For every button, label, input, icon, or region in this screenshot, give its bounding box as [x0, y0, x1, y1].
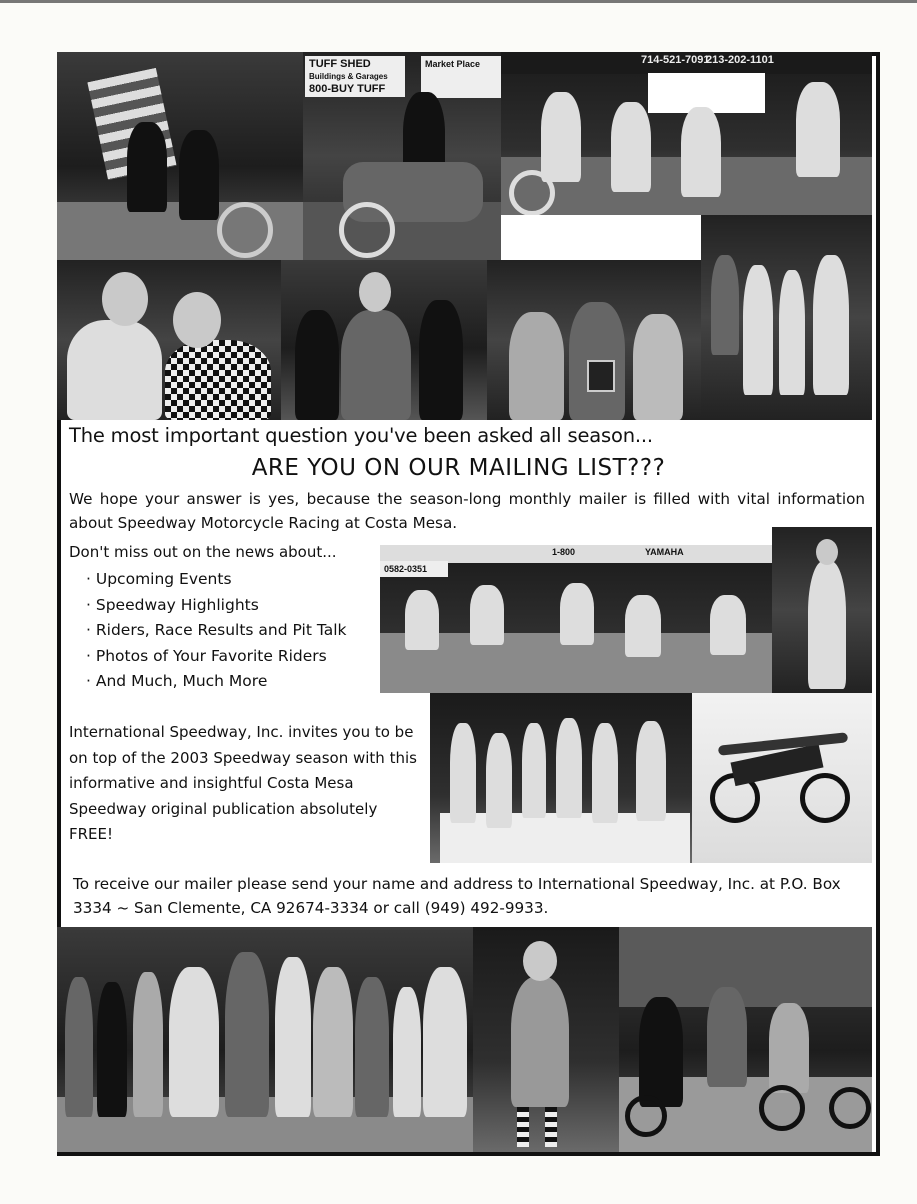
receive-instructions: To receive our mailer please send your name and address to International Speedway, Inc. at P.O. Box 3334 ~ San Clemente, CA 92674-3334 or call (949) 492-9933.: [73, 875, 841, 917]
wheel-icon: [829, 1087, 871, 1129]
sign-text: Buildings & Garages: [309, 72, 388, 81]
trophy-plaque-icon: [587, 360, 615, 392]
striped-socks: [517, 1107, 529, 1147]
photo-race-turn: [380, 545, 772, 693]
list-item: [86, 567, 347, 593]
banner-sign: [501, 52, 872, 74]
list-item-label: Riders, Race Results and Pit Talk: [95, 621, 347, 639]
rider-figure: [560, 583, 594, 645]
person-figure: [275, 957, 311, 1117]
rider-figure: [179, 130, 219, 220]
list-item-label: Upcoming Events: [95, 570, 232, 588]
photo-rider-standing: [772, 527, 872, 693]
rider-figure: [541, 92, 581, 182]
person-head: [523, 941, 557, 981]
rider-figure: [625, 595, 661, 657]
tuff-shed-sign: [305, 56, 405, 97]
photo-minibike-race: [619, 927, 872, 1152]
market-place-sign: [421, 56, 501, 98]
dont-miss-line: Don't miss out on the news about...: [69, 543, 337, 561]
person-figure: [65, 977, 93, 1117]
person-figure: [423, 967, 467, 1117]
page-top-edge: [0, 0, 917, 3]
wheel-icon: [800, 773, 850, 823]
bullet-mark: ·: [86, 672, 91, 690]
list-item-label: And Much, Much More: [95, 672, 268, 690]
photo-youth-podium: [430, 693, 692, 863]
person-figure: [509, 312, 564, 420]
person-figure: [67, 320, 162, 420]
list-item: [86, 644, 347, 670]
banner-sign: [380, 561, 448, 577]
rider-figure: [808, 561, 846, 689]
person-figure: [711, 255, 739, 355]
photo-speedway-race: [501, 52, 872, 215]
photo-two-men: [57, 260, 281, 420]
rider-figure: [522, 723, 546, 818]
wheel-icon: [509, 170, 555, 215]
sign-text: YAMAHA: [645, 547, 684, 557]
person-head: [173, 292, 221, 348]
rider-figure: [707, 987, 747, 1087]
photo-trophy-presentation: [487, 260, 701, 420]
bullet-mark: ·: [86, 570, 91, 588]
clown-figure: [511, 977, 569, 1107]
person-figure: [313, 967, 353, 1117]
rider-figure: [796, 82, 840, 177]
sign-text: 213-202-1101: [706, 54, 774, 66]
list-item: [86, 618, 347, 644]
sign-text: 800-BUY TUFF: [309, 83, 386, 95]
rider-figure: [486, 733, 512, 828]
wheel-icon: [339, 202, 395, 258]
rider-figure: [127, 122, 167, 212]
wheel-icon: [759, 1085, 805, 1131]
person-figure: [355, 977, 389, 1117]
invite-paragraph: International Speedway, Inc. invites you to be on top of the 2003 Speedway season with this informative and insightful Costa Mesa Speedway original publication absolutely FREE!: [69, 723, 417, 843]
person-figure: [393, 987, 421, 1117]
list-item: [86, 669, 347, 695]
photo-clown: [473, 927, 619, 1152]
list-item: [86, 593, 347, 619]
photo-award-winners: [701, 215, 872, 420]
list-item-label: Photos of Your Favorite Riders: [95, 646, 327, 665]
photo-harley-rider: [303, 52, 501, 260]
rider-figure: [556, 718, 582, 818]
sign-text: 0582-0351: [384, 564, 428, 574]
person-head: [816, 539, 838, 565]
person-figure: [169, 967, 219, 1117]
rider-leathers: [341, 310, 411, 420]
person-figure: [133, 972, 163, 1117]
person-figure: [779, 270, 805, 395]
photo-crowd-costumes: [57, 927, 473, 1152]
person-figure: [419, 300, 463, 420]
person-figure: [743, 265, 773, 395]
person-figure: [225, 952, 269, 1117]
rider-figure: [681, 107, 721, 197]
photo-freestyle-jump: [692, 693, 872, 863]
person-figure: [633, 314, 683, 420]
question-line: The most important question you've been asked all season...: [69, 424, 653, 447]
intro-paragraph: We hope your answer is yes, because the season-long monthly mailer is filled with vital information about Speedway Motorcycle Racing at Costa Mesa.: [69, 490, 865, 532]
person-figure: [97, 982, 127, 1117]
rider-figure: [405, 590, 439, 650]
sign-text: 1-800: [552, 547, 576, 557]
person-head: [102, 272, 148, 326]
rider-figure: [636, 721, 666, 821]
photo-rider-kissed: [281, 260, 487, 420]
crowd-background: [619, 927, 872, 1007]
rider-figure: [611, 102, 651, 192]
rider-figure: [710, 595, 746, 655]
person-head: [359, 272, 391, 312]
news-topics-list: [86, 567, 347, 695]
list-item-label: Speedway Highlights: [95, 595, 259, 614]
headline-mailing-list: ARE YOU ON OUR MAILING LIST???: [251, 455, 666, 481]
rider-figure: [769, 1003, 809, 1093]
bullet-mark: ·: [86, 595, 91, 614]
sign-text: TUFF SHED: [309, 58, 371, 70]
wheel-icon: [217, 202, 273, 258]
striped-socks: [545, 1107, 557, 1147]
bullet-mark: ·: [86, 621, 91, 639]
bullet-mark: ·: [86, 646, 91, 665]
checkered-shirt: [165, 340, 271, 420]
rider-figure: [639, 997, 683, 1107]
photo-flag-rider: [57, 52, 303, 260]
rider-figure: [450, 723, 476, 823]
rider-figure: [470, 585, 504, 645]
person-figure: [295, 310, 339, 420]
sign-text: Market Place: [425, 59, 481, 69]
rider-figure: [592, 723, 618, 823]
wheel-icon: [625, 1095, 667, 1137]
sign-text: 714-521-7091: [641, 54, 710, 66]
person-figure: [813, 255, 849, 395]
